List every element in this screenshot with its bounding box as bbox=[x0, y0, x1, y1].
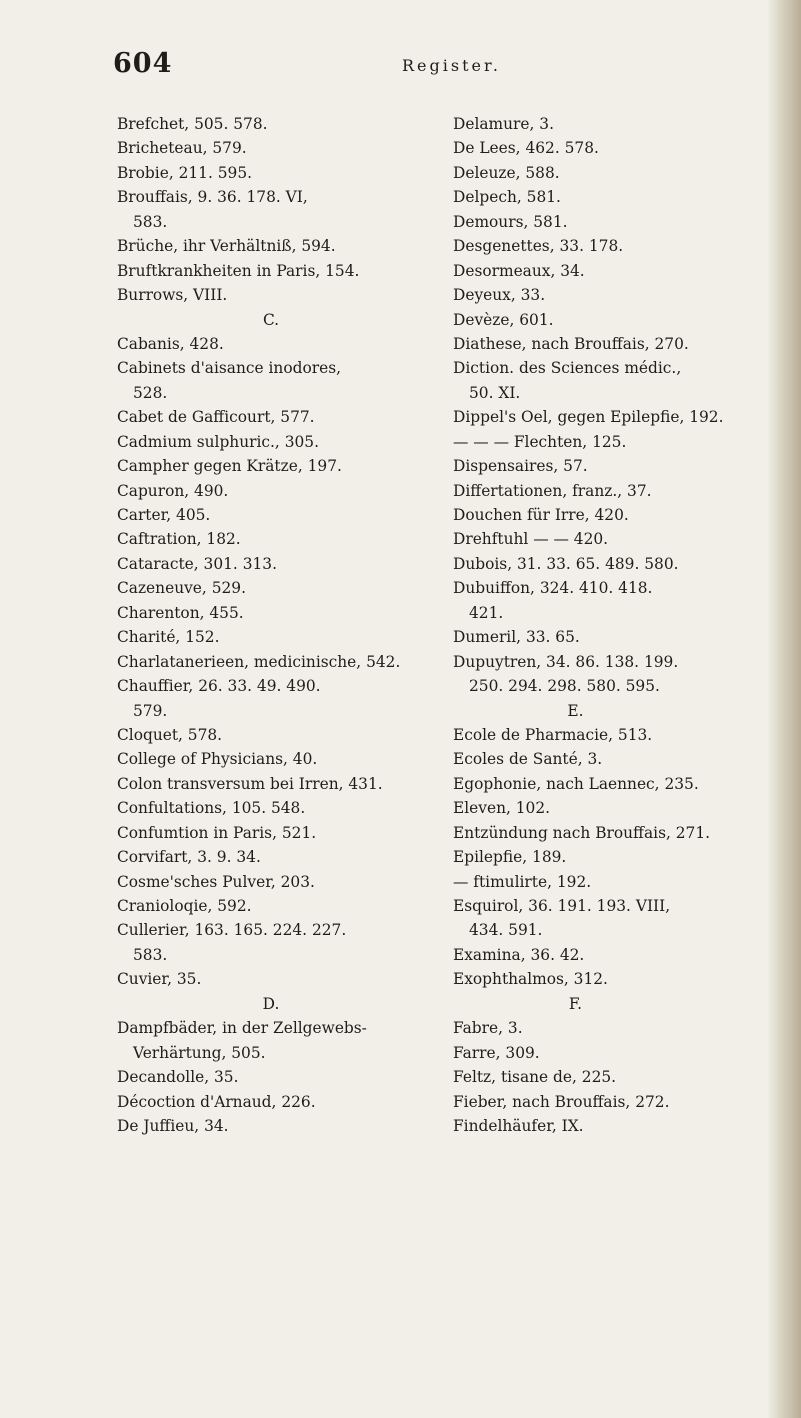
index-entry: Charité, 152. bbox=[117, 628, 220, 647]
index-entry: Dumeril, 33. 65. bbox=[453, 628, 580, 647]
index-entry: Esquirol, 36. 191. 193. VIII, bbox=[453, 897, 671, 915]
index-entry: Devèze, 601. bbox=[453, 310, 554, 329]
index-entry: Cadmium sulphuric., 305. bbox=[117, 432, 319, 451]
index-entry: Deleuze, 588. bbox=[453, 163, 560, 182]
index-entry: Campher gegen Krätze, 197. bbox=[117, 457, 342, 476]
index-entry: Farre, 309. bbox=[453, 1043, 540, 1062]
index-entry: Caftration, 182. bbox=[117, 530, 241, 549]
index-entry: 421. bbox=[469, 603, 504, 622]
index-entry: Dubois, 31. 33. 65. 489. 580. bbox=[453, 554, 679, 573]
index-entry: — — — Flechten, 125. bbox=[453, 432, 627, 451]
index-entry: Examina, 36. 42. bbox=[453, 945, 585, 964]
index-entry: Dippel's Oel, gegen Epilepfie, 192. bbox=[453, 408, 724, 427]
index-entry: Feltz, tisane de, 225. bbox=[453, 1068, 617, 1087]
index-entry: Brobie, 211. 595. bbox=[117, 163, 253, 182]
index-entry: Delamure, 3. bbox=[453, 115, 554, 133]
index-entry: Deyeux, 33. bbox=[453, 286, 546, 305]
index-entry: Diathese, nach Brouffais, 270. bbox=[453, 334, 689, 353]
index-entry: Demours, 581. bbox=[453, 212, 568, 231]
running-head: Register. bbox=[402, 56, 501, 75]
index-entry: 250. 294. 298. 580. 595. bbox=[469, 677, 660, 696]
index-entry: Corvifart, 3. 9. 34. bbox=[117, 848, 261, 867]
index-entry: Egophonie, nach Laennec, 235. bbox=[453, 774, 699, 793]
index-entry: Ecoles de Santé, 3. bbox=[453, 750, 603, 769]
section-letter: D. bbox=[262, 994, 280, 1013]
index-entry: Douchen für Irre, 420. bbox=[453, 506, 629, 524]
index-entry: 583. bbox=[133, 945, 168, 964]
index-entry: Findelhäufer, IX. bbox=[453, 1116, 584, 1135]
index-entry: Epilepfie, 189. bbox=[453, 848, 567, 867]
index-entry: Cuvier, 35. bbox=[117, 970, 202, 989]
index-entry: Drehftuhl — — 420. bbox=[453, 530, 609, 549]
index-entry: Brouffais, 9. 36. 178. VI, bbox=[117, 188, 308, 207]
index-entry: Desormeaux, 34. bbox=[453, 261, 585, 280]
index-entry: Eleven, 102. bbox=[453, 799, 551, 818]
index-entry: 528. bbox=[133, 383, 168, 402]
index-entry: De Juffieu, 34. bbox=[117, 1116, 229, 1135]
index-entry: Exophthalmos, 312. bbox=[453, 970, 608, 989]
index-entry: Brüche, ihr Verhältniß, 594. bbox=[117, 237, 336, 256]
index-entry: Diction. des Sciences médic., bbox=[453, 359, 682, 378]
index-entry: Burrows, VIII. bbox=[117, 286, 228, 305]
index-entry: Carter, 405. bbox=[117, 506, 211, 524]
index-entry: Colon transversum bei Irren, 431. bbox=[117, 774, 383, 793]
index-entry: Capuron, 490. bbox=[117, 481, 229, 500]
section-letter: E. bbox=[567, 701, 584, 720]
index-entry: Dampfbäder, in der Zellgewebs- bbox=[117, 1019, 367, 1038]
index-entry: Decandolle, 35. bbox=[117, 1068, 239, 1087]
index-entry: Cullerier, 163. 165. 224. 227. bbox=[117, 921, 347, 940]
index-entry: Fabre, 3. bbox=[453, 1019, 523, 1038]
index-entry: Delpech, 581. bbox=[453, 188, 561, 207]
section-letter: C. bbox=[262, 310, 280, 329]
index-entry: Dubuiffon, 324. 410. 418. bbox=[453, 579, 653, 598]
index-entry: Brefchet, 505. 578. bbox=[117, 115, 268, 133]
index-entry: Cataracte, 301. 313. bbox=[117, 554, 277, 573]
index-entry: Confumtion in Paris, 521. bbox=[117, 823, 317, 842]
index-entry: College of Physicians, 40. bbox=[117, 750, 318, 769]
index-entry: 434. 591. bbox=[469, 921, 543, 940]
index-entry: 50. XI. bbox=[469, 383, 521, 402]
index-entry: Charenton, 455. bbox=[117, 603, 244, 622]
index-entry: Cabanis, 428. bbox=[117, 334, 224, 353]
index-entry: Dispensaires, 57. bbox=[453, 457, 588, 476]
index-entry: — ftimulirte, 192. bbox=[453, 872, 592, 891]
index-entry: Charlatanerieen, medicinische, 542. bbox=[117, 652, 401, 671]
index-entry: Bruftkrankheiten in Paris, 154. bbox=[117, 261, 360, 280]
index-entry: Cranioloqie, 592. bbox=[117, 897, 252, 915]
index-entry: Cazeneuve, 529. bbox=[117, 579, 246, 598]
index-entry: Desgenettes, 33. 178. bbox=[453, 237, 624, 256]
index-entry: Cosme'sches Pulver, 203. bbox=[117, 872, 315, 891]
section-letter: F. bbox=[568, 994, 583, 1013]
index-entry: Ecole de Pharmacie, 513. bbox=[453, 725, 653, 744]
index-entry: 583. bbox=[133, 212, 168, 231]
index-entry: Cabet de Gafficourt, 577. bbox=[117, 408, 315, 427]
index-entry: Verhärtung, 505. bbox=[133, 1043, 266, 1062]
index-entry: Cloquet, 578. bbox=[117, 725, 223, 744]
index-entry: Décoction d'Arnaud, 226. bbox=[117, 1092, 316, 1111]
index-entry: Chauffier, 26. 33. 49. 490. bbox=[117, 677, 321, 696]
index-entry: Differtationen, franz., 37. bbox=[453, 481, 652, 500]
index-entry: 579. bbox=[133, 701, 168, 720]
index-column-right bbox=[453, 112, 798, 1138]
index-entry: Confultations, 105. 548. bbox=[117, 799, 306, 818]
page-number: 604 bbox=[113, 48, 173, 79]
index-column-left bbox=[117, 112, 455, 1138]
page-header bbox=[113, 48, 713, 88]
index-entry: Entzündung nach Brouffais, 271. bbox=[453, 823, 711, 842]
index-entry: Cabinets d'aisance inodores, bbox=[117, 359, 341, 378]
index-entry: Bricheteau, 579. bbox=[117, 139, 247, 158]
index-entry: Fieber, nach Brouffais, 272. bbox=[453, 1092, 670, 1111]
index-entry: Dupuytren, 34. 86. 138. 199. bbox=[453, 652, 679, 671]
index-entry: De Lees, 462. 578. bbox=[453, 139, 599, 158]
